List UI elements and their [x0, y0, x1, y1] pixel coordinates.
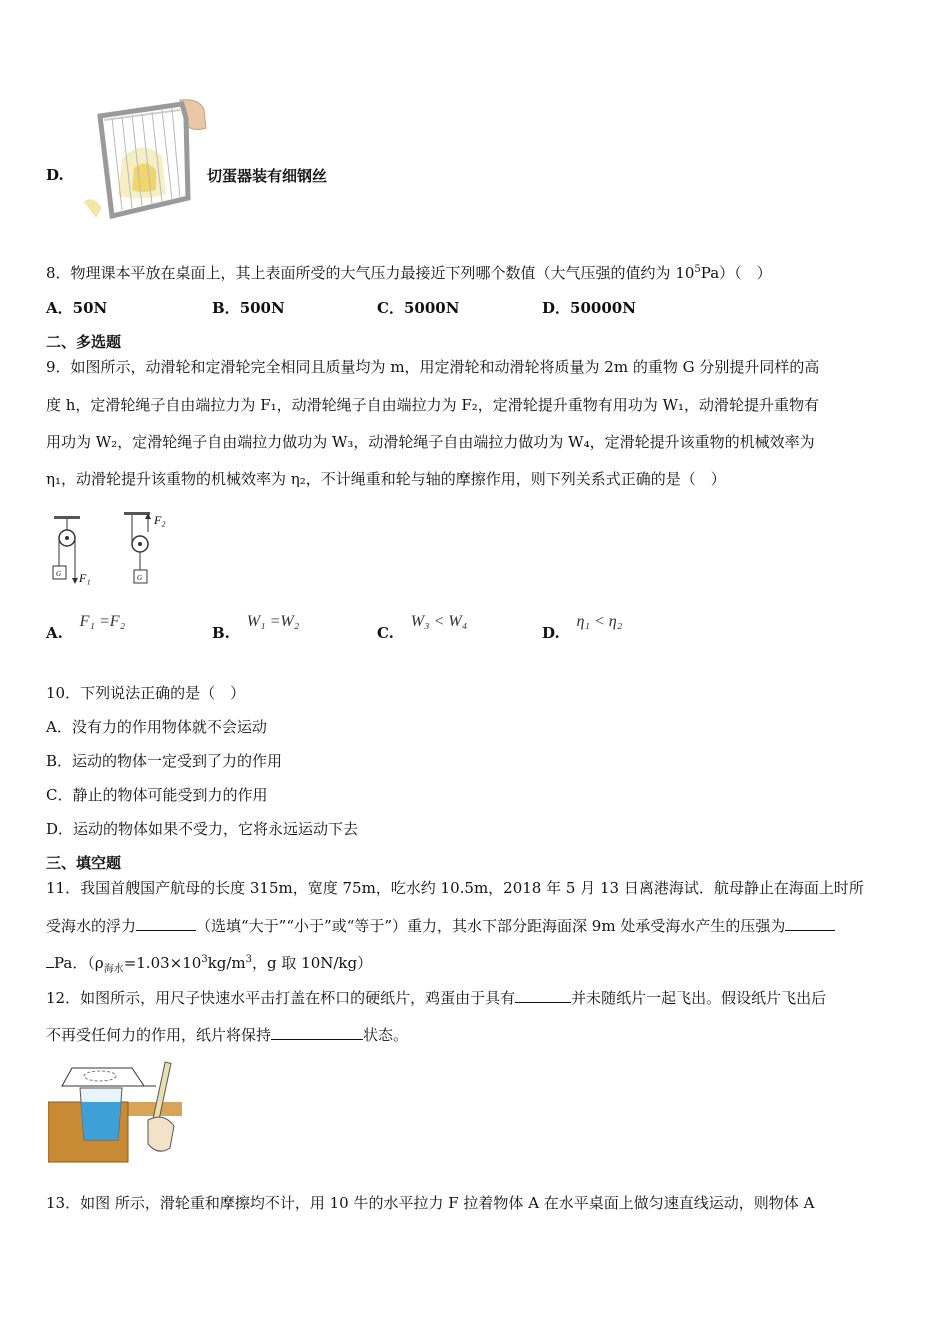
- q9-formula-a: F₁ =F₂: [79, 613, 126, 630]
- f1-label: F₁: [79, 571, 91, 585]
- q8-option-d: D．50000N: [542, 299, 636, 317]
- movable-pulley-diagram: [124, 512, 166, 583]
- q11-blank-2a[interactable]: [785, 916, 835, 931]
- q10-option-b: B．运动的物体一定受到了力的作用: [46, 752, 283, 770]
- q12-blank-2[interactable]: [271, 1025, 363, 1040]
- cup-card-egg-image: [48, 1056, 182, 1164]
- q12-line-2: 不再受任何力的作用，纸片将保持 状态。: [46, 1026, 409, 1044]
- section-heading-3: 三、填空题: [46, 854, 122, 872]
- q8-option-a: A．50N: [46, 299, 108, 317]
- q8-stem-b: Pa）（ ）: [700, 264, 772, 282]
- q9-formula-c: W₃ < W₄: [410, 613, 468, 630]
- q7-option-d-caption: 切蛋器装有细钢丝: [207, 167, 328, 185]
- movable-g-label: G: [137, 574, 143, 582]
- q13-line-1: 13．如图 所示，滑轮重和摩擦均不计，用 10 牛的水平拉力 F 拉着物体 A 在水平桌面上做匀速直线运动，则物体 A: [46, 1194, 815, 1212]
- q9-option-d: D. η₁ < η₂: [542, 613, 623, 642]
- q9-line-3: 用功为 W₂，定滑轮绳子自由端拉力做功为 W₃，动滑轮绳子自由端拉力做功为 W₄，定滑轮提升该重物的机械效率为: [46, 433, 815, 451]
- fixed-pulley-diagram: [53, 516, 91, 585]
- q11-line-2: 受海水的浮力 （选填“大于”“小于”或“等于”）重力，其水下部分距海面深 9m 处承受海水产生的压强为: [46, 915, 835, 936]
- q11-blank-2b[interactable]: [46, 953, 54, 968]
- q8-stem: [46, 262, 772, 283]
- q12-blank-1[interactable]: [515, 988, 571, 1003]
- q9-formula-b: W₁ =W₂: [246, 613, 300, 630]
- q11-line-1: 11．我国首艘国产航母的长度 315m，宽度 75m，吃水约 10.5m，2018 年 5 月 13 日离港海试．航母静止在海面上时所: [46, 879, 864, 897]
- q7-option-d-label: D.: [46, 166, 64, 184]
- q11-line-3: Pa．（$\rho_{海水}=1.03\times 10^3kg/m^3$，g 取 10N/kg）: [46, 952, 372, 975]
- q9-formula-d: η₁ < η₂: [576, 613, 623, 630]
- q9-option-c: C. W₃ < W₄: [377, 613, 468, 642]
- section-heading-2: 二、多选题: [46, 333, 122, 351]
- q9-option-a: A. F₁ =F₂: [46, 613, 126, 642]
- q8-option-b: B．500N: [212, 299, 285, 317]
- q7-option-d: [46, 166, 64, 184]
- q9-line-2: 度 h，定滑轮绳子自由端拉力为 F₁，动滑轮绳子自由端拉力为 F₂，定滑轮提升重物有用功为 W₁，动滑轮提升重物有: [46, 396, 820, 414]
- q9-option-b: B. W₁ =W₂: [212, 613, 300, 642]
- f2-label: F₂: [154, 513, 166, 527]
- fixed-g-label: G: [56, 570, 62, 578]
- pulley-figure: [46, 508, 186, 590]
- q10-option-d: D．运动的物体如果不受力，它将永远运动下去: [46, 820, 359, 838]
- egg-slicer-image: [82, 98, 207, 220]
- q12-line-1: 12．如图所示，用尺子快速水平击打盖在杯口的硬纸片，鸡蛋由于具有 并未随纸片一起飞出。假设纸片飞出后: [46, 989, 827, 1007]
- q10-option-a: A．没有力的作用物体就不会运动: [46, 718, 267, 736]
- q11-blank-1[interactable]: [136, 916, 196, 931]
- q8-option-c: C．5000N: [377, 299, 460, 317]
- q8-stem-a: 8．物理课本平放在桌面上，其上表面所受的大气压力最接近下列哪个数值（大气压强的值约为 10: [46, 264, 695, 282]
- q10-option-c: C．静止的物体可能受到力的作用: [46, 786, 268, 804]
- q9-line-1: 9．如图所示，动滑轮和定滑轮完全相同且质量均为 m，用定滑轮和动滑轮将质量为 2m 的重物 G 分别提升同样的高: [46, 358, 820, 376]
- q9-line-4: η₁，动滑轮提升该重物的机械效率为 η₂，不计绳重和轮与轴的摩擦作用，则下列关系式正确的是（ ）: [46, 470, 726, 488]
- q8-stem-sup: 5: [694, 264, 701, 275]
- q10-stem: 10．下列说法正确的是（ ）: [46, 684, 246, 702]
